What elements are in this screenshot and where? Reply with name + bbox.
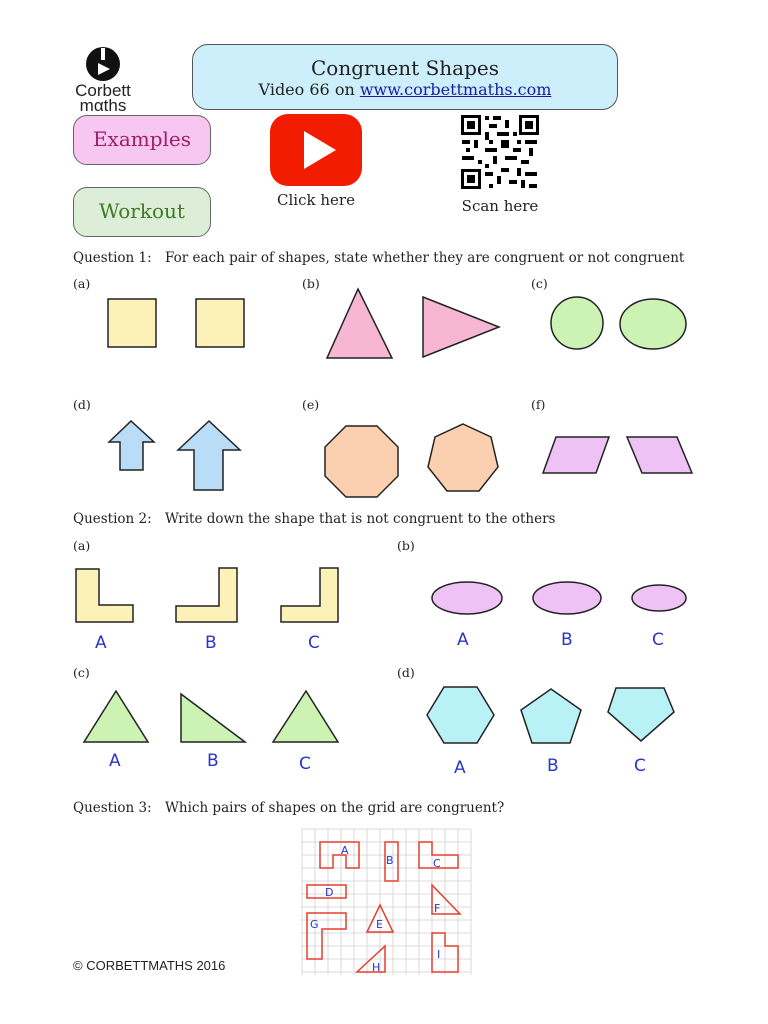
q2c-letter-a: A [109,751,121,771]
video-play-button[interactable] [270,114,362,186]
q3-text: Which pairs of shapes on the grid are congruent? [165,800,505,816]
q2-part-b: (b) [397,538,415,553]
page-title: Congruent Shapes [311,56,499,80]
q2d-letter-c: C [634,756,646,776]
q3-letter-a: A [341,844,349,857]
video-line [193,80,617,100]
q2-label: Question 2: [73,511,152,527]
q3-shape-d [307,885,346,898]
q2a-letter-b: B [205,633,217,653]
play-icon [270,114,362,186]
q3-letter-h: H [372,961,381,974]
q3-shape-g [307,913,346,959]
q1f-parallelogram-2 [627,437,692,473]
q3-letter-b: B [386,854,394,867]
q1d-arrow-small [109,421,154,470]
q3-letter-i: I [437,948,441,961]
q1-label: Question 1: [73,250,152,266]
q1e-octagon [325,426,398,497]
q1a-square-2 [196,299,244,347]
q1b-triangle-1 [327,289,392,358]
qr-code[interactable] [460,114,540,190]
q2d-hexagon-a [427,687,494,743]
corbettmaths-link[interactable]: www.corbettmaths.com [359,80,552,99]
q2c-letter-b: B [207,751,219,771]
q3-grid [302,829,471,975]
q2-part-c: (c) [73,665,90,680]
qr-caption: Scan here [461,197,539,215]
q2a-letter-c: C [308,633,320,653]
logo-line1: Corbett [75,81,131,100]
q3-letter-g: G [310,918,319,931]
q2b-ellipse-c [632,585,686,611]
q2d-letter-a: A [454,758,466,778]
q2d-pentagon-b [521,689,581,743]
q2d-letter-b: B [547,756,559,776]
q3-label: Question 3: [73,800,152,816]
q3-letter-f: F [434,902,441,915]
q1-part-e: (e) [302,397,320,412]
q1-part-a: (a) [73,276,91,291]
q2a-shape-c [281,568,338,622]
q3-shape-a [320,842,359,868]
q3-letter-c: C [433,857,441,870]
q2c-triangle-c [273,691,338,742]
q3-shape-i [432,933,458,972]
q2a-letter-a: A [95,633,107,653]
q2-text: Write down the shape that is not congruent to the others [165,511,556,527]
q2b-letter-a: A [457,630,469,650]
title-box [192,44,618,110]
q2b-letter-c: C [652,630,664,650]
q1a-square-1 [108,299,156,347]
q2c-triangle-b [181,694,245,742]
q1c-oval [620,299,686,349]
q2c-letter-c: C [299,754,311,774]
q2b-letter-b: B [561,630,573,650]
q3-shape-h [357,946,385,972]
q3-shapes [307,842,460,972]
q1b-triangle-2 [423,297,499,357]
footer-copyright: © CORBETTMATHS 2016 [73,958,226,973]
examples-button[interactable]: Examples [73,115,211,165]
q2-part-a: (a) [73,538,91,553]
video-prefix: Video 66 on [258,80,360,99]
q3-shape-c [419,842,458,868]
q2a-shape-a [76,569,133,622]
q3-shape-e [367,905,393,932]
qr-code-icon [460,114,540,190]
q2c-triangle-a [84,691,148,742]
q2a-shape-b [176,568,237,622]
q1d-arrow-large [178,421,240,490]
q2b-ellipse-a [432,582,502,614]
q1-part-f: (f) [531,397,546,412]
q2b-ellipse-b [533,582,601,614]
q3-letters [310,844,441,974]
logo-line2: mαths [79,96,127,115]
q3-shape-b [385,842,398,881]
q1-part-b: (b) [302,276,320,291]
q1-part-d: (d) [73,397,91,412]
q1-part-c: (c) [531,276,548,291]
q2-part-d: (d) [397,665,415,680]
q3-shape-f [432,885,460,914]
video-caption: Click here [277,191,355,209]
q2d-pentagon-c [608,688,674,741]
workout-button[interactable]: Workout [73,187,211,237]
q1e-heptagon [428,424,498,491]
q1-text: For each pair of shapes, state whether they are congruent or not congruent [165,250,685,266]
q1f-parallelogram-1 [543,437,609,473]
q3-letter-e: E [376,918,383,931]
q1c-circle [551,297,603,349]
q3-letter-d: D [325,886,334,899]
